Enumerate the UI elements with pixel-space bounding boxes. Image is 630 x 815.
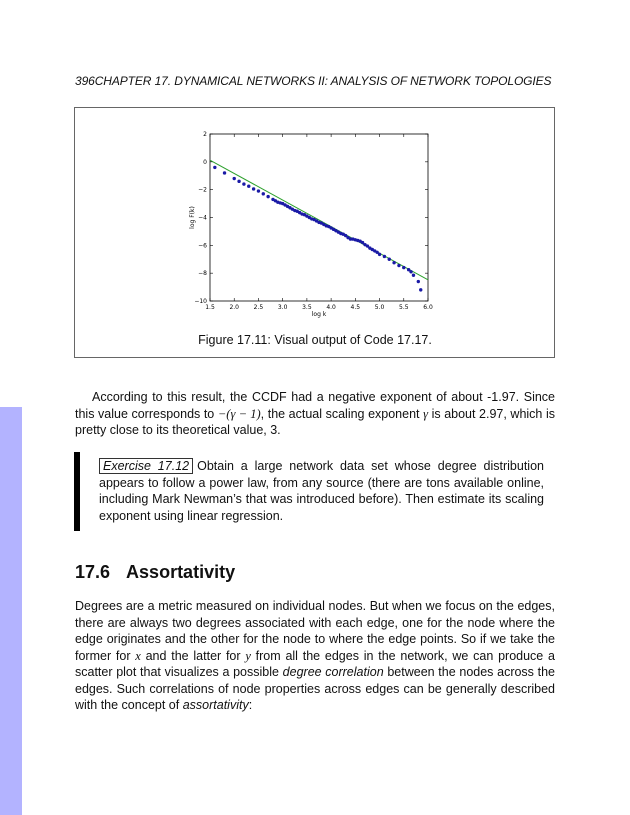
running-header	[75, 74, 551, 88]
y-tick-label: −8	[198, 270, 207, 278]
exercise-block	[99, 458, 544, 524]
figure-caption: Figure 17.11: Visual output of Code 17.17.	[198, 333, 432, 347]
x-tick-label: 2.5	[253, 304, 264, 311]
section-heading	[75, 562, 235, 583]
x-tick-label: 3.0	[277, 304, 288, 311]
data-point	[247, 184, 250, 187]
x-axis-label: log k	[311, 311, 327, 318]
data-point	[237, 180, 240, 183]
exercise-label: Exercise 17.12	[99, 458, 193, 474]
exercise-text: Obtain a large network data set whose degree distribution appears to follow a power law, from any source (there are tons available online, including Mark Newman’s that was introduced before). Then estimate its scaling exponent using linear regression.	[99, 459, 544, 523]
chapter-title: CHAPTER 17. DYNAMICAL NETWORKS II: ANALYSIS OF NETWORK TOPOLOGIES	[94, 74, 552, 88]
y-tick-label: −2	[198, 186, 207, 194]
data-point	[417, 280, 420, 283]
y-tick-label: −4	[198, 214, 207, 222]
result-paragraph: According to this result, the CCDF had a negative exponent of about -1.97. Since this value corresponds to −(γ − 1), the actual scaling exponent γ is about 2.97, which is pretty close to its theoretical value, 3.	[75, 390, 555, 437]
assortativity-paragraph: Degrees are a metric measured on individual nodes. But when we focus on the edges, there are always two degrees associated with each edge, one for the node where the edge originates and the other for the node to where the edge points. So if we take the former for x and the latter for y from all the edges in the network, we can produce a scatter plot that visualizes a possible degree correlation between the nodes across the edges. Such correlations of node properties across edges can be generally described with the concept of assortativity:	[75, 599, 555, 712]
margin-sidebar	[0, 407, 22, 815]
data-point	[223, 171, 226, 174]
data-point	[392, 261, 395, 264]
x-tick-label: 2.0	[229, 304, 239, 311]
math-x: x	[135, 648, 141, 663]
data-point	[252, 187, 255, 190]
data-point	[383, 255, 386, 258]
data-point	[233, 177, 236, 180]
math-y: y	[245, 648, 251, 663]
emphasis-degree-correlation: degree correlation	[282, 665, 384, 679]
y-tick-label: 2	[203, 131, 207, 138]
data-point	[266, 195, 269, 198]
y-tick-label: 0	[203, 158, 207, 166]
section-title: Assortativity	[126, 562, 236, 582]
data-point	[213, 166, 216, 169]
data-point	[397, 264, 400, 267]
data-point	[419, 288, 422, 291]
x-tick-label: 5.5	[399, 304, 409, 311]
data-point	[402, 266, 405, 269]
x-tick-label: 4.5	[350, 304, 361, 311]
data-point	[412, 274, 415, 277]
scatter-plot	[180, 128, 440, 323]
data-point	[257, 189, 260, 192]
x-tick-label: 1.5	[205, 304, 215, 311]
y-tick-label: −6	[198, 242, 207, 250]
y-tick-label: −10	[194, 298, 207, 305]
data-point	[242, 182, 245, 185]
math-neg-gamma-minus-one: −(γ − 1)	[217, 406, 261, 421]
exercise-bar	[74, 452, 80, 531]
page-number: 396	[75, 74, 95, 88]
x-tick-label: 6.0	[423, 304, 433, 311]
data-point	[409, 270, 412, 273]
y-axis-label: log F(k)	[189, 206, 196, 229]
data-point	[262, 192, 265, 195]
emphasis-assortativity: assortativity	[182, 698, 249, 712]
data-point	[388, 258, 391, 261]
x-tick-label: 4.0	[326, 304, 336, 311]
math-gamma: γ	[423, 406, 429, 421]
x-tick-label: 5.0	[374, 304, 385, 311]
section-number: 17.6	[75, 562, 111, 582]
data-point	[378, 253, 381, 256]
x-tick-label: 3.5	[302, 304, 312, 311]
plot-frame	[210, 134, 428, 301]
